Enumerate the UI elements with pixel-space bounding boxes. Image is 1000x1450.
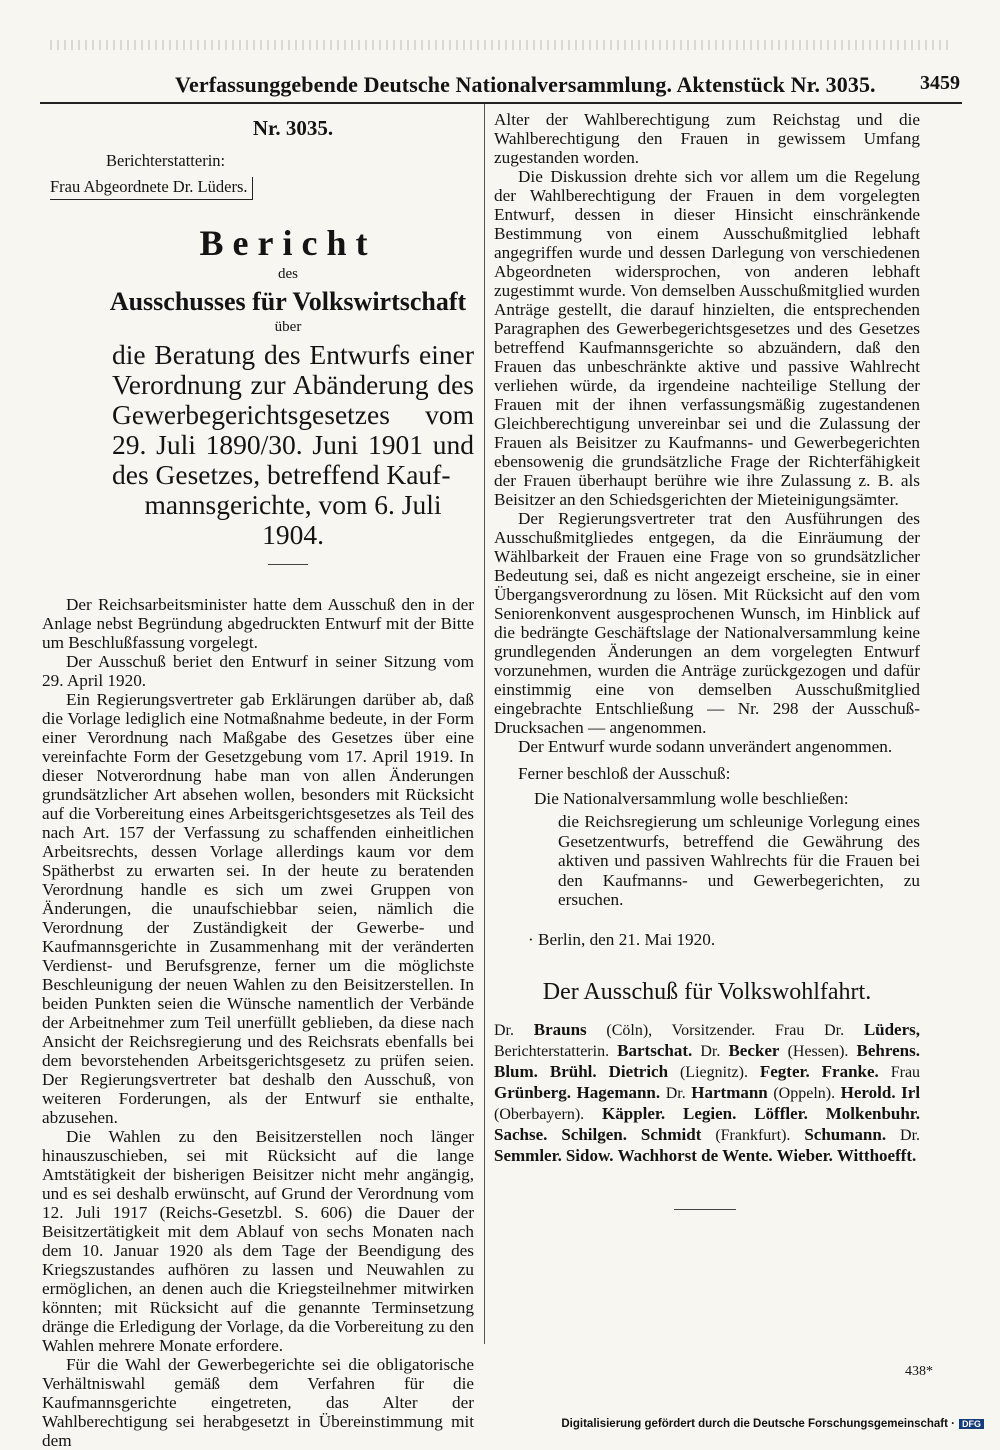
date-line: · Berlin, den 21. Mai 1920. xyxy=(528,929,716,949)
credit-text: Digitalisierung gefördert durch die Deutsche Forschungsgemeinschaft · xyxy=(561,1418,955,1430)
paragraph: Der Ausschuß beriet den Entwurf in seiner Sitzung vom 29. April 1920. xyxy=(42,652,474,690)
des-label: des xyxy=(278,266,298,282)
digitization-credit xyxy=(561,1418,984,1430)
reporter-name: Frau Abgeordnete Dr. Lüders. xyxy=(50,177,253,200)
document-number: Nr. 3035. xyxy=(252,116,334,140)
left-column xyxy=(42,110,474,1450)
right-column xyxy=(494,110,920,1210)
running-title: Verfassunggebende Deutsche Nationalversammlung. Aktenstück Nr. 3035. xyxy=(175,72,876,97)
reporter-label: Berichterstatterin: xyxy=(106,151,226,170)
report-topic xyxy=(42,340,474,550)
motion-text: die Reichsregierung um schleunige Vorlegung eines Gesetzentwurfs, betreffend die Gewährung des aktiven und passiven Wahlrechts für die Frauen bei den Kaufmanns- und Gewerbegerichten, zu ersuchen. xyxy=(558,812,920,909)
column-divider xyxy=(484,104,485,1344)
report-topic-main: die Beratung des Entwurfs einer Verordnung zur Abänderung des Gewerbegerichtsgesetzes vom 29. Juli 1890/30. Juni 1901 und des Gesetzes, betreffend Kauf- xyxy=(112,339,474,490)
dfg-logo: DFG xyxy=(959,1419,984,1429)
resolution-intro: Ferner beschloß der Ausschuß: xyxy=(518,764,731,783)
sheet-number: 438* xyxy=(905,1364,933,1379)
end-divider xyxy=(674,1209,736,1210)
report-topic-last: mannsgerichte, vom 6. Juli 1904. xyxy=(144,489,442,550)
member-list: Dr. Brauns (Cöln), Vorsitzender. Frau Dr. Lüders, Berichterstatterin. Bartschat. Dr. Becker (Hessen). Behrens. Blum. Brühl. Dietrich (Liegnitz). Fegter. Franke. Frau Grünberg. Hagemann. Dr. Hartmann (Oppeln). Herold. Irl (Oberbayern). Käppler. Legien. Löffler. Molkenbuhr. Sachse. Schilgen. Schmidt (Frankfurt). Schumann. Dr. Semmler. Sidow. Wachhorst de Wente. Wieber. Witthoefft. xyxy=(494,1019,921,1165)
paragraph: Die Diskussion drehte sich vor allem um die Regelung der Wahlberechtigung der Frauen in dem vorgelegten Entwurf, dessen in dieser Hinsicht einschränkende Bestimmung von einem Ausschußmitglied lebhaft angegriffen wurde und dessen Darlegung von verschiedenen Abgeordneten widersprochen, von anderen lebhaft zugestimmt wurde. Von demselben Ausschußmitglied wurden Anträge gestellt, die darauf hinzielten, die entsprechenden Paragraphen des Gewerbegerichtsgesetzes und des Gesetzes betreffend Kaufmannsgerichte so abzuändern, daß den Frauen das unbeschränkte aktive und passive Wahlrecht verliehen würde, da irgendeine nachteilige Stellung der Frauen mit der ihnen verfassungsmäßig zugestandenen Gleichberechtigung unvereinbar sei und die Zulassung der Frauen als Beisitzer zu Kaufmanns- und Gewerbegerichten ebensowenig die grundsätzliche Frage der Richterfähigkeit der Frauen überhaupt berühre wie ihre Zulassung z. B. als Beisitzer an den Schiedsgerichten der Mieteinigungsämter. xyxy=(494,167,920,509)
committee-heading: Ausschusses für Volkswirtschaft xyxy=(109,287,467,316)
paragraph: Alter der Wahlberechtigung zum Reichstag und die Wahlberechtigung den Frauen in gewissem Umfang zugestanden worden. xyxy=(494,110,920,167)
scan-noise xyxy=(50,40,950,50)
paragraph: Der Reichsarbeitsminister hatte dem Ausschuß den in der Anlage nebst Begründung abgedruckten Entwurf mit der Bitte um Beschlußfassung vorgelegt. xyxy=(42,595,474,652)
report-title: Bericht xyxy=(199,223,377,263)
page-header xyxy=(40,68,962,104)
title-divider xyxy=(268,564,308,565)
paragraph: Für die Wahl der Gewerbegerichte sei die obligatorische Verhältniswahl gemäß dem Verfahren für die Kaufmannsgerichte eingetreten, das Alter der Wahlberechtigung sei herabgesetzt in Übereinstimmung mit dem xyxy=(42,1355,474,1450)
motion-intro: Die Nationalversammlung wolle beschließen: xyxy=(534,789,849,808)
paragraph: Der Regierungsvertreter trat den Ausführungen des Ausschußmitgliedes entgegen, da die Einräumung der Wählbarkeit der Frauen eine Frage von so grundsätzlicher Bedeutung sei, daß es nicht angezeigt erscheine, sie in einer Übergangsverordnung zu lösen. Mit Rücksicht auf den vom Seniorenkonvent ausgesprochenen Wunsch, im Hinblick auf die bedrängte Geschäftslage der Nationalversammlung keine grundlegenden Änderungen an dem vorgelegten Entwurf vorzunehmen, wurden die Anträge zurückgezogen und dafür einstimmig eine von demselben Ausschußmitglied eingebrachte Entschließung — Nr. 298 der Ausschuß-Drucksachen — angenommen. xyxy=(494,509,920,737)
paragraph: Die Wahlen zu den Beisitzerstellen noch länger hinauszuschieben, sei mit Rücksicht auf die lange Amtstätigkeit der bisherigen Beisitzer nicht mehr angängig, und es sei deshalb erwünscht, auf Grund der Verordnung vom 12. Juli 1917 (Reichs-Gesetzbl. S. 606) die Dauer der Beisitzertätigkeit mit dem Ablauf von sechs Monaten nach dem 10. Januar 1920 als dem Tage der Beendigung des Kriegszustandes aufhören zu lassen und Neuwahlen zu ermöglichen, an denen auch die Kriegsteilnehmer mitwirken könnten; mit Rücksicht auf die genannte Terminsetzung dränge die Erledigung der Vorlage, da die Vorbereitung zu den Wahlen mehrere Monate erfordere. xyxy=(42,1127,474,1355)
paragraph: Ein Regierungsvertreter gab Erklärungen darüber ab, daß die Vorlage lediglich eine Notmaßnahme bedeute, in der Form einer Verordnung nach Maßgabe des Gesetzes über eine vereinfachte Form der Gesetzgebung vom 17. April 1919. In dieser Notverordnung habe man von allen Änderungen grundsätzlicher Art absehen wollen, besonders mit Rücksicht auf die Vorbereitung eines Arbeitsgerichtsgesetzes als Teil des nach Art. 157 der Verfassung zu schaffenden einheitlichen Arbeitsrechts, dessen Vorlage allerdings kaum vor dem Spätherbst zu erwarten sei. In der heute zu beratenden Verordnung handle es sich um zwei Gruppen von Änderungen, die unaufschiebbar seien, nämlich die Verordnung der Zuständigkeit der Gewerbe- und Kaufmannsgerichte in Zusammenhang mit der veränderten Verdienst- und Berufsgrenze, ferner um die möglichste Beschleunigung der neuen Wahlen zu den Beisitzerstellen. In beiden Punkten seien die Wünsche namentlich der Verbände der Arbeitnehmer zum Teil unerfüllt geblieben, da diese nach Ansicht der Reichsregierung und des Reichsrats ebenfalls bei dem bevorstehenden Arbeitsgerichtsgesetz zu prüfen seien. Der Regierungsvertreter bat deshalb den Ausschuß, von weiteren Forderungen, als der Entwurf sie enthalte, abzusehen. xyxy=(42,690,474,1127)
page-number: 3459 xyxy=(920,72,960,94)
ueber-label: über xyxy=(274,319,302,335)
paragraph: Der Entwurf wurde sodann unverändert angenommen. xyxy=(518,737,893,756)
signing-committee: Der Ausschuß für Volkswohlfahrt. xyxy=(542,978,872,1005)
left-body xyxy=(42,595,474,1450)
